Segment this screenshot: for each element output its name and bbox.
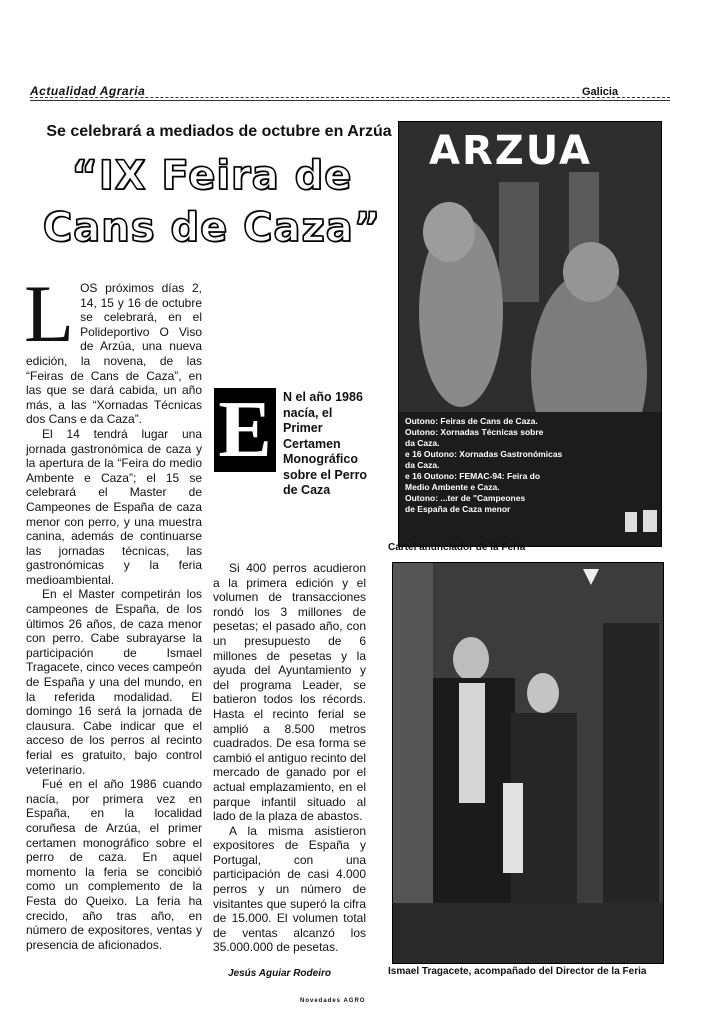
footer-logo: Novedades AGRO — [300, 998, 366, 1004]
poster-title: ARZUA — [429, 128, 592, 174]
poster-line: da Caza. — [405, 438, 440, 448]
poster-caption: Cartel anunciador de la Feria — [388, 542, 526, 553]
poster-line: Outono: Xornadas Técnicas sobre — [405, 427, 544, 437]
pullquote-cap: E — [214, 388, 276, 472]
pullquote-text: N el año 1986 nacía, el Primer Certamen Monográfico sobre el Perro de Caza — [283, 390, 368, 497]
paragraph: El 14 tendrá lugar una jornada gastronómica de caza y la apertura de la “Feira do medio Ambente e Caza”; el 15 se celebrará el Master de Campeones de España de caza menor con perro, y una muestra canina, además de continuarse las jornadas técnicas, las gastronómicas y la feria medioambiental. — [26, 426, 202, 587]
paragraph: A la misma asistieron expositores de España y Portugal, con una participación de casi 4.000 perros y un número de visitantes que superó la cifra de 15.000. El volumen total de ventas alcanzó los 35.000.000 de pesetas. — [213, 823, 366, 955]
author-byline: Jesús Aguiar Rodeiro — [228, 968, 331, 979]
title-line-1: “IX Feira de — [71, 153, 353, 199]
poster-line: e 16 Outono: Xornadas Gastronómicas — [405, 449, 563, 459]
section-label: Actualidad Agraria — [30, 84, 146, 98]
paragraph: En el Master competirán los campeones de España, de los últimos 26 años, de caza menor con perro. Cabe subrayarse la participación de Ismael Tragacete, cinco veces campeón de España y una del mundo, en la referida modalidad. El domingo 16 será la jornada de clausura. Cabe indicar que el acceso de los perros al recinto ferial es gratuito, bajo control veterinario. — [26, 587, 202, 777]
poster-photo — [398, 121, 662, 547]
people-photo — [392, 562, 664, 964]
poster-line: da Caza. — [405, 460, 440, 470]
photo-caption: Ismael Tragacete, acompañado del Director de la Feria — [388, 966, 647, 977]
article-title — [20, 150, 404, 254]
header-rule-solid — [30, 100, 670, 101]
people-illustration-icon — [393, 563, 663, 963]
paragraph: OS próximos días 2, 14, 15 y 16 de octubre se celebrará, en el Polideportivo O Viso de Arzúa, una nueva edición, la novena, de las “Feiras de Cans de Caza”, en las que se dará cabida, un año más, a las “Xornadas Técnicas dos Cans e da Caza”. — [26, 281, 202, 427]
title-line-2: Cans de Caza” — [42, 205, 382, 251]
poster-line: Outono: Feiras de Cans de Caza. — [405, 416, 538, 426]
paragraph: Fué en el año 1986 cuando nacía, por primera vez en España, en la localidad coruñesa de Arzúa, el primer certamen monográfico sobre el perro de caza. En aquel momento la feria se concibió como un complemento de la Festa do Queixo. La feria ha crecido, año tras año, en número de expositores, ventas y presencia de aficionados. — [26, 777, 202, 952]
article-column-1 — [24, 268, 202, 952]
drop-cap: L — [24, 268, 75, 359]
poster-line: Outono: ...ter de "Campeones — [405, 493, 526, 503]
paragraph: Si 400 perros acudieron a la primera edición y el volumen de transacciones rondó los 3 millones de pesetas; el pasado año, con un presupuesto de 6 millones de pesetas y la ayuda del Ayuntamiento y del programa Leader, se batieron todos los récords. Hasta el recinto ferial se amplió a 8.500 metros cuadrados. De esa forma se cambió el antiguo recinto del mercado de ganado por el actual emplazamiento, en el parque infantil situado al lado de la plaza de abastos. — [213, 561, 366, 824]
article-kicker: Se celebrará a mediados de octubre en Arzúa — [46, 123, 392, 140]
poster-line: Medio Ambente e Caza. — [405, 482, 500, 492]
poster-line: de España de Caza menor — [405, 504, 511, 514]
header-rule — [30, 97, 670, 98]
poster-line: e 16 Outono: FEMAC-94: Feira do — [405, 471, 541, 481]
article-column-2 — [213, 561, 366, 955]
poster-schedule — [405, 416, 645, 515]
region-label: Galicia — [582, 86, 619, 98]
